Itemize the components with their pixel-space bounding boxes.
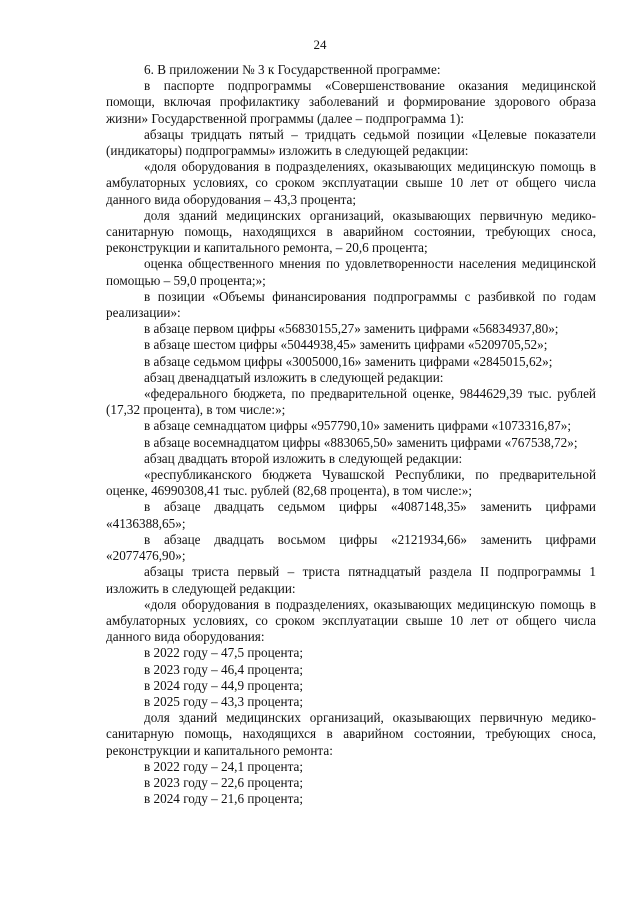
paragraph: в абзаце седьмом цифры «3005000,16» заменить цифрами «2845015,62»; <box>144 353 553 369</box>
paragraph: абзацы триста первый – триста пятнадцатый раздела II подпрограммы 1 изложить в следующей редакции: <box>106 564 596 596</box>
paragraph: «федерального бюджета, по предварительной оценке, 9844629,39 тыс. рублей (17,32 процента), в том числе:»; <box>106 386 596 418</box>
paragraph: абзац двенадцатый изложить в следующей редакции: <box>144 369 444 385</box>
paragraph: в абзаце семнадцатом цифры «957790,10» заменить цифрами «1073316,87»; <box>144 418 572 434</box>
paragraph: в 2024 году – 21,6 процента; <box>144 791 304 807</box>
paragraph: в абзаце восемнадцатом цифры «883065,50» заменить цифрами «767538,72»; <box>144 434 578 450</box>
paragraph: доля зданий медицинских организаций, оказывающих первичную медико-санитарную помощь, находящихся в аварийном состоянии, требующих сноса, реконструкции и капитального ремонта, – 20,6 процента; <box>106 207 596 256</box>
paragraph: в абзаце первом цифры «56830155,27» заменить цифрами «56834937,80»; <box>144 321 559 337</box>
paragraph: абзацы тридцать пятый – тридцать седьмой позиции «Целевые показатели (индикаторы) подпрограммы» изложить в следующей редакции: <box>106 126 596 159</box>
paragraph: в абзаце шестом цифры «5044938,45» заменить цифрами «5209705,52»; <box>144 337 548 353</box>
paragraph: в паспорте подпрограммы «Совершенствование оказания медицинской помощи, включая профилактику заболеваний и формирование здорового образа жизни» Государственной программы (далее – подпрограмма 1): <box>106 78 596 126</box>
paragraph: в абзаце двадцать седьмом цифры «4087148,35» заменить цифрами «4136388,65»; <box>106 499 596 531</box>
paragraph: в 2022 году – 47,5 процента; <box>144 645 304 661</box>
paragraph: «доля оборудования в подразделениях, оказывающих медицинскую помощь в амбулаторных условиях, со сроком эксплуатации свыше 10 лет от общего числа данного вида оборудования: <box>106 596 596 645</box>
document-body <box>106 62 596 807</box>
paragraph: абзац двадцать второй изложить в следующей редакции: <box>144 450 463 466</box>
paragraph: в 2023 году – 46,4 процента; <box>144 661 304 677</box>
paragraph: в позиции «Объемы финансирования подпрограммы с разбивкой по годам реализации»: <box>106 288 596 321</box>
paragraph: «доля оборудования в подразделениях, оказывающих медицинскую помощь в амбулаторных условиях, со сроком эксплуатации свыше 10 лет от общего числа данного вида оборудования – 43,3 процента; <box>106 159 596 207</box>
paragraph: «республиканского бюджета Чувашской Республики, по предварительной оценке, 46990308,41 тыс. рублей (82,68 процента), в том числе:»; <box>106 467 596 499</box>
paragraph: 6. В приложении № 3 к Государственной программе: <box>144 62 441 77</box>
page-number: 24 <box>313 37 327 52</box>
paragraph: оценка общественного мнения по удовлетворенности населения медицинской помощью – 59,0 процента;»; <box>106 256 596 288</box>
paragraph: в 2024 году – 44,9 процента; <box>144 677 304 693</box>
paragraph: в 2025 году – 43,3 процента; <box>144 693 304 709</box>
paragraph: доля зданий медицинских организаций, оказывающих первичную медико-санитарную помощь, находящихся в аварийном состоянии, требующих сноса, реконструкции и капитального ремонта: <box>106 710 596 758</box>
paragraph: в 2023 году – 22,6 процента; <box>144 774 304 790</box>
paragraph: в 2022 году – 24,1 процента; <box>144 758 304 774</box>
paragraph: в абзаце двадцать восьмом цифры «2121934,66» заменить цифрами «2077476,90»; <box>106 531 596 564</box>
